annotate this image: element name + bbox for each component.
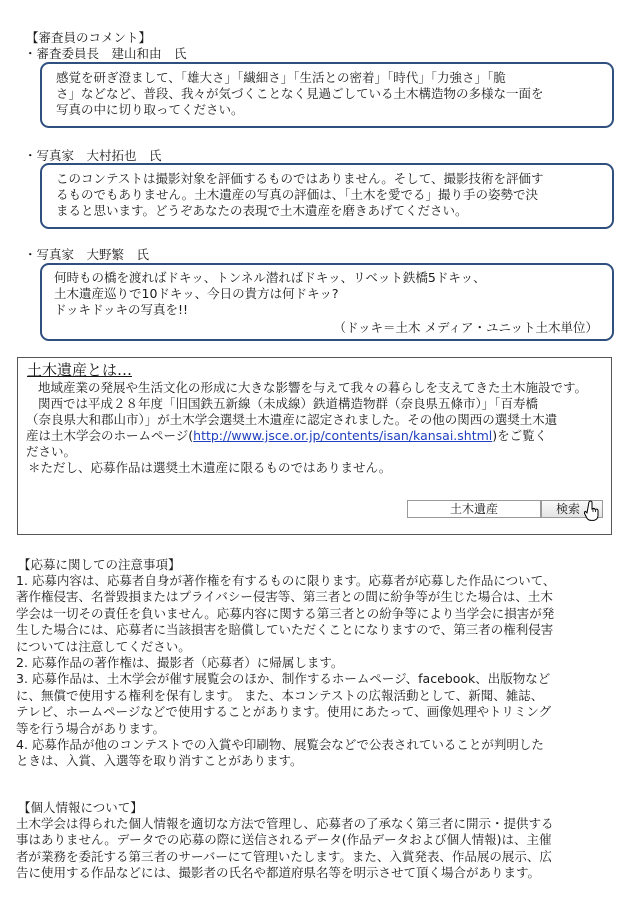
heritage-info-box [17,357,612,535]
judge-name-omura: ・写真家 大村拓也 氏 [24,148,162,163]
notes-line: 3. 応募作品は、土木学会が催す展覧会のほか、制作するホームページ、facebook、出版物など [16,671,551,687]
heritage-text: 地域産業の発展や生活文化の形成に大きな影響を与えて我々の暮らしを支えてきた土木施設です。 [38,380,588,395]
notes-line: については注意してください。 [16,638,191,654]
heritage-text: （奈良県大和郡山市）」が土木学会選奨土木遺産に認定されました。その他の関西の選奨土木遺 [26,412,558,427]
notes-line: に、無償で使用する権利を保有します。 また、本コンテストの広報活動として、新聞、雑誌、 [16,687,544,703]
comment-line: このコンテストは撮影対象を評価するものではありません。そして、撮影技術を評価す [56,171,544,186]
comment-line: 何時もの橋を渡ればドキッ、トンネル潜ればドキッ、リベット鉄橋5ドキッ、 [54,270,486,285]
judge-name-tateyama: ・審査委員長 建山和由 氏 [24,46,187,61]
search-button-label: 検索 [556,502,581,516]
privacy-line: 土木学会は得られた個人情報を適切な方法で管理し、応募者の了承なく第三者に開示・提供する [16,816,554,831]
comment-line: 感覚を研ぎ澄まして、「雄大さ」「繊細さ」「生活との密着」「時代」「力強さ」「脆 [56,70,506,85]
comment-line: 土木遺産巡りで10ドキッ、今日の貴方は何ドキッ? [54,286,339,301]
search-button[interactable] [541,500,603,518]
comment-line: まると思います。どうぞあなたの表現で土木遺産を磨きあげてください。 [56,203,468,218]
notes-line: 2. 応募作品の著作権は、撮影者（応募者）に帰属します。 [16,655,344,671]
notes-line: 1. 応募内容は、応募者自身が著作権を有するものに限ります。応募者が応募した作品について、 [16,573,556,588]
comment-line: ドッキドッキの写真を!! [54,302,189,317]
notes-line: ときは、入賞、入選等を取り消すことがあります。 [16,753,303,769]
heritage-text: ださい。 [26,444,77,459]
heritage-text: 関西では平成２８年度「旧国鉄五新線（未成線）鉄道構造物群（奈良県五條市）」「百寿橋 [38,396,539,411]
comment-line: さ」などなど、普段、我々が気づくことなく見過ごしている土木構造物の多様な一面を [56,86,544,101]
search-input[interactable]: 土木遺産 [407,500,541,518]
hand-cursor-icon [584,499,600,525]
privacy-line: 者が業務を委託する第三者のサーバーにて管理いたします。また、入賞発表、作品展の展示、広 [16,848,552,864]
heritage-title: 土木遺産とは… [27,361,133,379]
comment-box-tateyama [40,62,614,128]
privacy-heading: 【個人情報について】 [18,800,143,815]
notes-line: 学会は一切その責任を負いません。応募内容に関する第三者との紛争等により当学会に損害が発 [16,605,555,621]
privacy-line: 告に使用する作品などには、撮影者の氏名や都道府県名等を明示させて頂く場合があります。 [16,865,541,881]
notes-line: 等を行う場合があります。 [16,720,166,736]
notes-body [16,573,555,770]
notes-heading: 【応募に関しての注意事項】 [18,557,181,572]
comments-heading: 【審査員のコメント】 [26,30,152,45]
comment-line: 写真の中に切り取ってください。 [56,102,244,117]
notes-line: 著作権侵害、名誉毀損またはプライバシー侵害等、第三者との間に紛争等が生じた場合は、土木 [16,589,553,605]
notes-line: 生した場合には、応募者に当該損害を賠償していただくことになりますので、第三者の権利侵害 [16,622,554,638]
comment-box-ono [40,263,614,341]
comment-box-omura [40,163,614,229]
comment-signature: （ドッキ＝土木 メディア・ユニット土木単位） [333,320,598,335]
heritage-text: 産は土木学会のホームページ(http://www.jsce.or.jp/contents/isan/kansai.shtml)をご覧く [26,428,548,443]
comment-line: るものでもありません。土木遺産の写真の評価は、「土木を愛でる」撮り手の姿勢で決 [56,187,539,202]
jsce-kansai-link[interactable]: http://www.jsce.or.jp/contents/isan/kansai.shtml [193,428,493,443]
judge-name-ono: ・写真家 大野繁 氏 [24,247,150,262]
notes-line: テレビ、ホームページなどで使用することがあります。使用にあたって、画像処理やトリミング [16,704,552,720]
heritage-note: ＊ただし、応募作品は選奨土木遺産に限るものではありません。 [28,460,392,475]
notes-line: 4. 応募作品が他のコンテストでの入賞や印刷物、展覧会などで公表されていることが判明した [16,737,544,753]
privacy-line: 事はありません。データでの応募の際に送信されるデータ(作品データおよび個人情報)は、主催 [16,832,552,848]
privacy-body [16,816,554,882]
